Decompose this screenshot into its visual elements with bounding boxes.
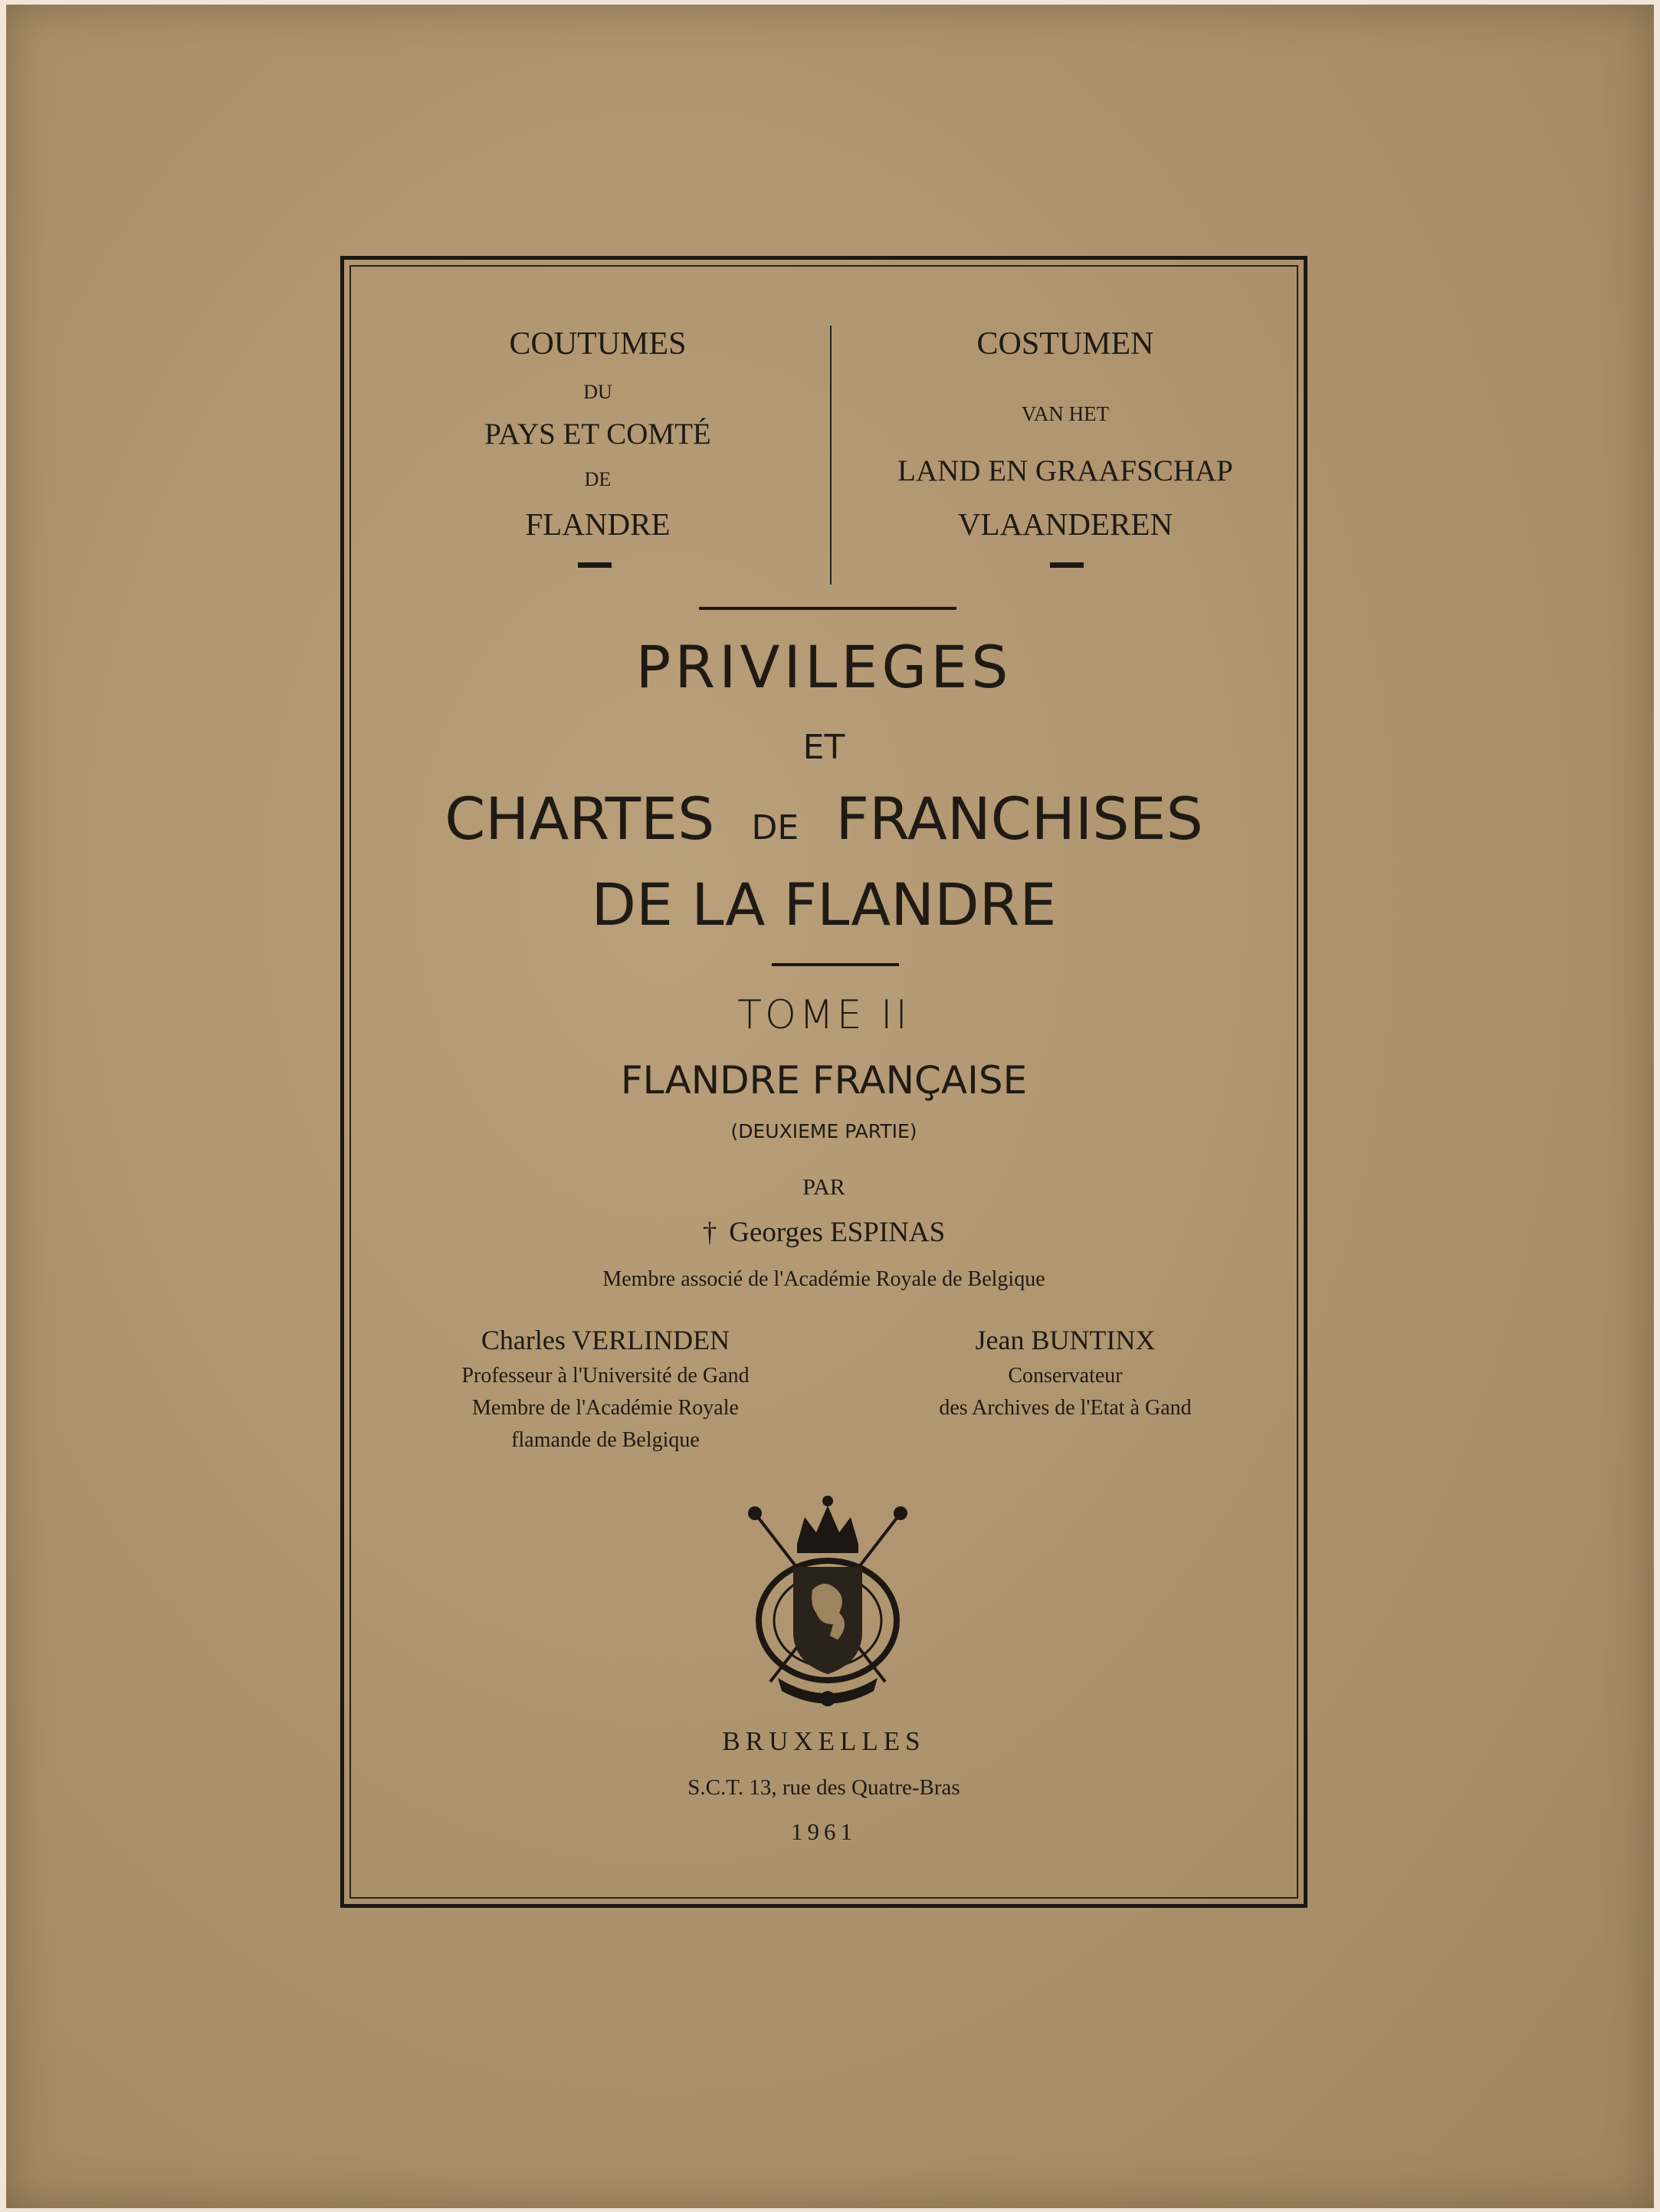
- title-line1: PRIVILEGES: [635, 633, 1012, 701]
- title-de: DE: [751, 808, 799, 847]
- par-label: PAR: [802, 1175, 845, 1200]
- left-heading-line5: FLANDRE: [525, 506, 671, 542]
- title-chartes: CHARTES: [445, 785, 715, 853]
- right-author-name: Jean BUNTINX: [975, 1325, 1156, 1355]
- left-heading-line2: DU: [583, 381, 612, 403]
- belgian-coat-of-arms-icon: [740, 1490, 916, 1712]
- dagger-mark: †: [702, 1217, 717, 1248]
- imprint-year: 1961: [791, 1818, 857, 1845]
- right-heading-line3: LAND EN GRAAFSCHAP: [897, 454, 1233, 487]
- left-author-line3: flamande de Belgique: [511, 1428, 700, 1452]
- right-heading-line2: VAN HET: [1021, 402, 1110, 425]
- main-author-line: [340, 1216, 1307, 1249]
- title-franchises: FRANCHISES: [835, 785, 1203, 853]
- left-author-name: Charles VERLINDEN: [481, 1325, 730, 1355]
- tome-label: TOME II: [737, 992, 910, 1038]
- left-author-line2: Membre de l'Académie Royale: [472, 1396, 739, 1420]
- right-heading-dash: [1050, 562, 1084, 568]
- volume-part: (DEUXIEME PARTIE): [730, 1120, 917, 1142]
- main-author-name: Georges ESPINAS: [729, 1217, 946, 1248]
- right-author-line2: des Archives de l'Etat à Gand: [939, 1396, 1192, 1420]
- left-heading-dash: [578, 562, 612, 568]
- right-heading-line1: COSTUMEN: [976, 326, 1154, 362]
- left-heading-line4: DE: [584, 468, 612, 490]
- imprint-city: BRUXELLES: [722, 1726, 926, 1756]
- right-author-line1: Conservateur: [1008, 1364, 1123, 1388]
- title-rule-bottom: [772, 963, 899, 966]
- heading-divider: [830, 326, 832, 585]
- title-line4: DE LA FLANDRE: [591, 870, 1057, 939]
- main-author-affiliation: Membre associé de l'Académie Royale de Belgique: [602, 1267, 1045, 1291]
- title-line3: [340, 785, 1307, 853]
- imprint-publisher: S.C.T. 13, rue des Quatre-Bras: [687, 1775, 960, 1800]
- volume-subtitle: FLANDRE FRANÇAISE: [620, 1058, 1028, 1103]
- left-heading-line3: PAYS ET COMTÉ: [484, 418, 711, 451]
- right-heading-line4: VLAANDEREN: [957, 506, 1173, 542]
- title-rule-top: [699, 607, 956, 610]
- title-line2: ET: [802, 728, 845, 767]
- left-heading-line1: COUTUMES: [509, 326, 687, 362]
- left-author-line1: Professeur à l'Université de Gand: [461, 1364, 750, 1388]
